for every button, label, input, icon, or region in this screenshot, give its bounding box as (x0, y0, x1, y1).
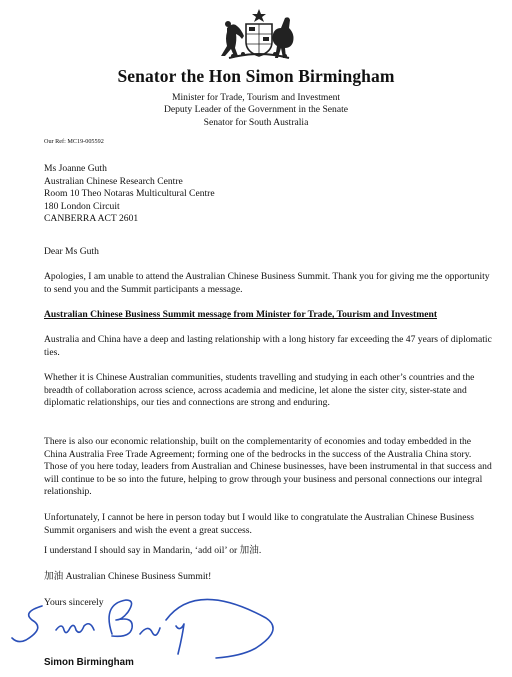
salutation: Dear Ms Guth (44, 246, 99, 257)
coat-of-arms-icon (219, 8, 299, 66)
handwritten-signature (8, 582, 298, 662)
body-paragraph: There is also our economic relationship, built on the complementarity of economies and today embedded in the China Australia Free Trade Agreement; forming one of the bedrocks in the success of the Australia China story. Those of you here today, leaders from Australian and Chinese businesses, have been instrumental in that success and will continue to be so into the future, helping to grow through your business and personal connections our integral relationship. (44, 436, 492, 497)
role-line: Deputy Leader of the Government in the Senate (163, 104, 349, 116)
intro-paragraph: Apologies, I am unable to attend the Australian Chinese Business Summit. Thank you for giving me the opportunity to send you and the Summit participants a message. (44, 271, 490, 295)
role-line: Minister for Trade, Tourism and Investment (171, 92, 341, 103)
role-line: Senator for South Australia (203, 116, 309, 128)
reference-number: Our Ref: MC19-005592 (44, 138, 104, 145)
address-line: Room 10 Theo Notaras Multicultural Centre (44, 188, 215, 200)
body-paragraph: Whether it is Chinese Australian communities, students travelling and studying in each other’s countries and the breadth of collaboration across science, across academia and medicine, let alone the sister city, sister-state and diplomatic relationships, our ties and connections are strong and enduring. (44, 372, 475, 408)
closing: Yours sincerely (44, 597, 104, 608)
address-line: Ms Joanne Guth (44, 163, 107, 174)
address-line: 180 London Circuit (44, 200, 120, 212)
senator-title: Senator the Hon Simon Birmingham (117, 66, 395, 86)
body-paragraph: Australia and China have a deep and lasting relationship with a long history far exceeding the 47 years of diplomatic ties. (44, 334, 492, 358)
signer-name: Simon Birmingham (44, 657, 134, 668)
address-line: Australian Chinese Research Centre (44, 175, 183, 187)
message-heading: Australian Chinese Business Summit message from Minister for Trade, Tourism and Investment (44, 309, 438, 320)
body-paragraph: I understand I should say in Mandarin, ‘add oil’ or 加油. (44, 545, 262, 556)
body-paragraph: 加油 Australian Chinese Business Summit! (44, 571, 212, 582)
address-line: CANBERRA ACT 2601 (44, 213, 139, 225)
body-paragraph: Unfortunately, I cannot be here in person today but I would like to congratulate the Australian Chinese Business Summit organisers and wish the event a great success. (44, 512, 474, 536)
recipient-address (44, 163, 215, 226)
office-titles (0, 92, 512, 129)
